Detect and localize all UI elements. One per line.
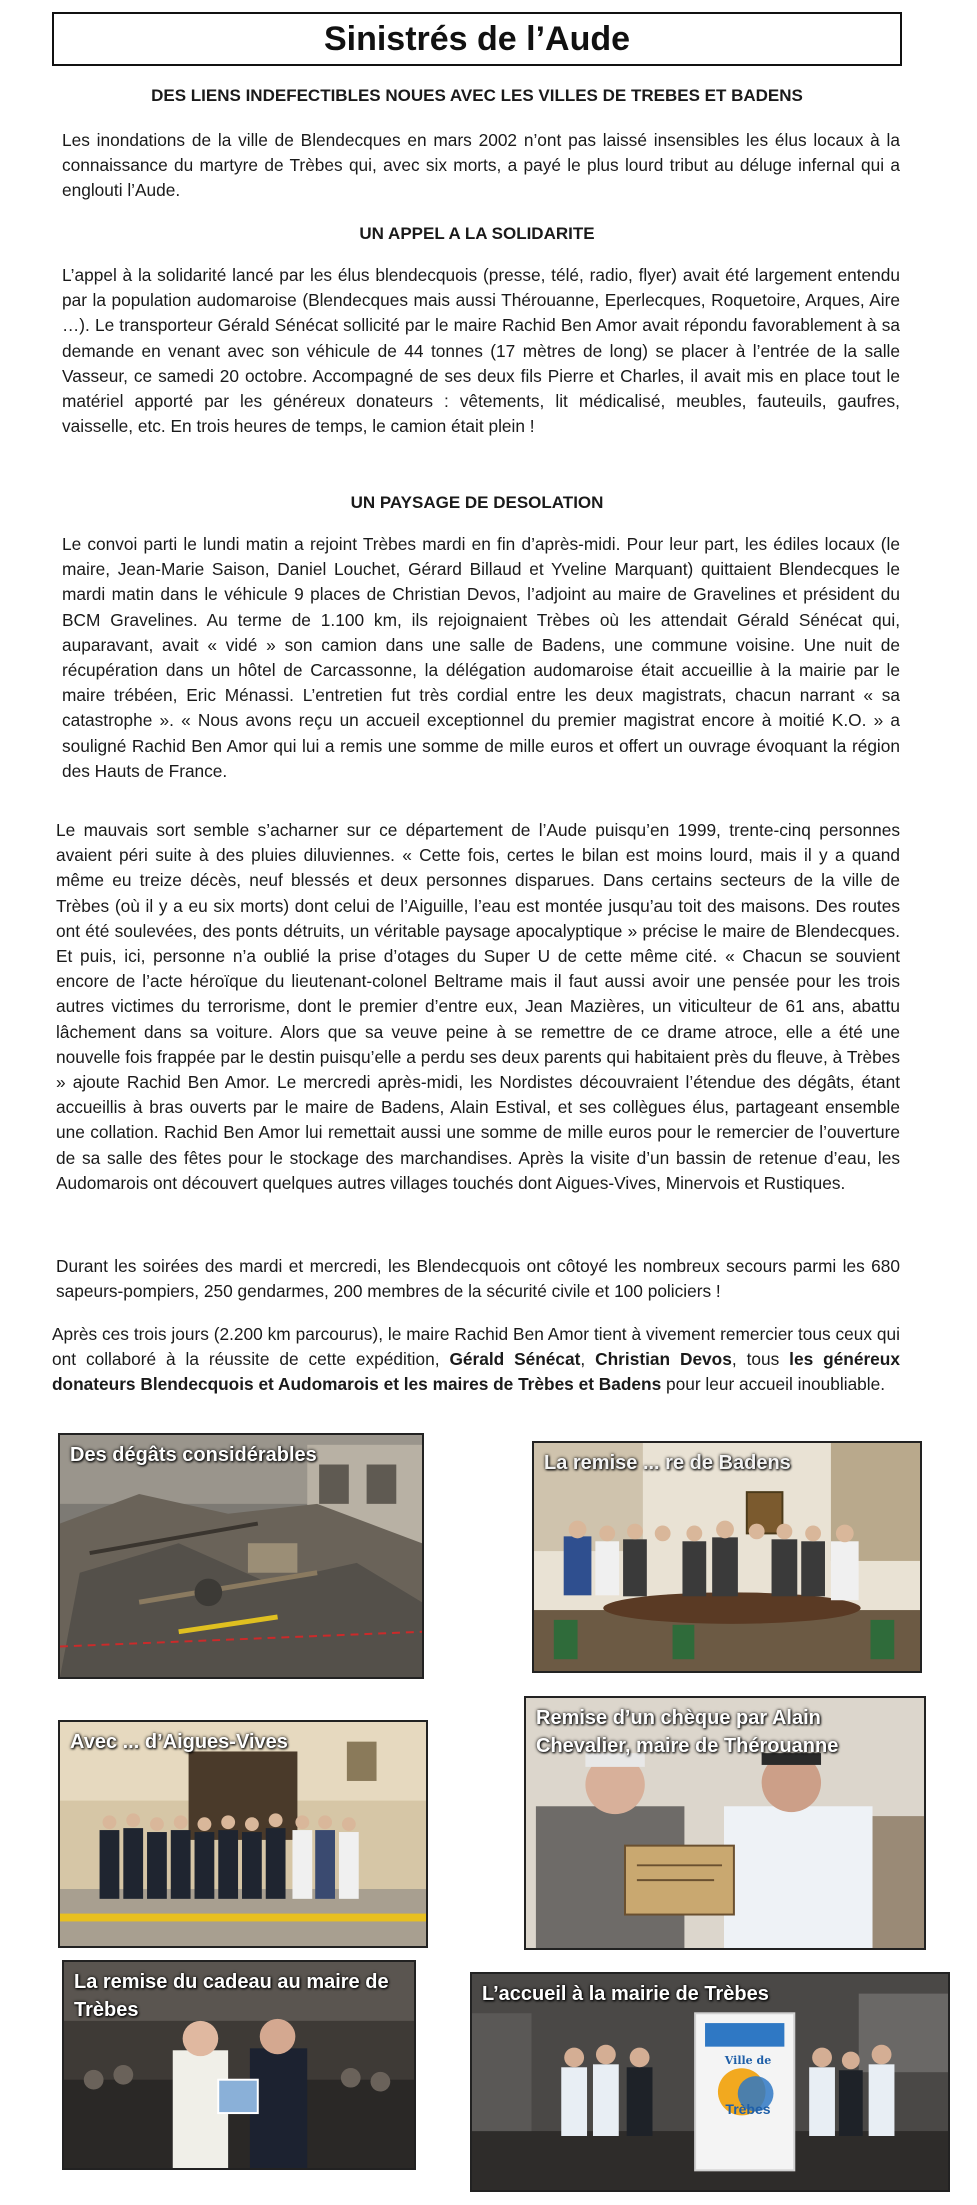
thanks-text: Après ces trois jours (2.200 km parcourus), le maire Rachid Ben Amor tient à vivement remercier tous ceux qui ont collaboré à la réussite de cette expédition, <box>52 1324 900 1370</box>
banner-small-text: Ville de <box>724 2054 772 2067</box>
photo-remise-badens-caption: La remise ... re de Badens <box>544 1452 791 1474</box>
banner-town-text: Trèbes <box>725 2101 771 2117</box>
photo-aigues-vives <box>58 1720 428 1948</box>
section-heading-desolation: UN PAYSAGE DE DESOLATION <box>350 493 604 512</box>
photo-remise-cheque <box>524 1696 926 1950</box>
thanks-text-end: pour leur accueil inoubliable. <box>661 1374 886 1395</box>
title-box <box>52 12 902 66</box>
headline: DES LIENS INDEFECTIBLES NOUES AVEC LES VILLES DE TREBES ET BADENS <box>151 86 803 105</box>
photo-aigues-vives-caption: Avec ... d’Aigues-Vives <box>70 1731 288 1753</box>
thanks-sep: , <box>580 1349 596 1370</box>
photo-accueil-mairie-caption: L’accueil à la mairie de Trèbes <box>482 1983 769 2005</box>
photo-remise-cadeau-caption: La remise du cadeau au maire de Trèbes <box>74 1971 389 2021</box>
intro-paragraph: Les inondations de la ville de Blendecques en mars 2002 n’ont pas laissé insensibles les élus locaux à la connaissance du martyre de Trèbes qui, avec six morts, a payé le plus lourd tribut au déluge infernal qui a englouti l’Aude. <box>62 130 900 201</box>
desolation-paragraph-1: Le convoi parti le lundi matin a rejoint Trèbes mardi en fin d’après-midi. Pour leur part, les édiles locaux (le maire, Jean-Marie Saison, Daniel Louchet, Gérard Billaud et Yveline Marquant) quittaient Blendecques le mardi matin dans le véhicule 9 places de Christian Devos, l’adjoint au maire de Gravelines et président du BCM Gravelines. Au terme de 1.100 km, ils rejoignaient Trèbes où les attendait Gérald Sénécat qui, auparavant, avait « vidé » son camion dans une salle de Badens, une commune voisine. Une nuit de récupération dans un hôtel de Carcassonne, la délégation audomaroise était accueillie à la mairie par le maire trébéen, Eric Ménassi. L’entretien fut très cordial entre les deux magistrats, chacun narrant « sa catastrophe ». « Nous avons reçu un accueil exceptionnel du premier magistrat encore à moitié K.O. » a souligné Rachid Ben Amor qui lui a remis une somme de mille euros et offert un ouvrage évoquant la région des Hauts de France. <box>62 534 900 781</box>
photo-accueil-mairie <box>470 1972 950 2192</box>
photo-remise-cadeau <box>62 1960 416 2170</box>
photo-degats <box>58 1433 424 1679</box>
solidarite-paragraph: L’appel à la solidarité lancé par les élus blendecquois (presse, télé, radio, flyer) avait été largement entendu par la population audomaroise (Blendecques mais aussi Thérouanne, Eperlecques, Roquetoire, Arques, Aire …). Le transporteur Gérald Sénécat sollicité par le maire Rachid Ben Amor avait répondu favorablement à sa demande en venant avec son véhicule de 44 tonnes (17 mètres de long) se placer à l’entrée de la salle Vasseur, ce samedi 20 octobre. Accompagné de ses deux fils Pierre et Charles, il avait mis en place tout le matériel apporté par les généreux donateurs : vêtements, lit médicalisé, meubles, fauteuils, gaufres, vaisselle, etc. En trois heures de temps, le camion était plein ! <box>62 265 900 437</box>
thanks-name-senecat: Gérald Sénécat <box>449 1349 581 1370</box>
section-heading-solidarite: UN APPEL A LA SOLIDARITE <box>359 224 595 243</box>
thanks-name-devos: Christian Devos <box>595 1349 732 1370</box>
photo-degats-caption: Des dégâts considérables <box>70 1444 317 1466</box>
photo-remise-cheque-caption: Remise d’un chèque par Alain Chevalier, maire de Thérouanne <box>536 1707 839 1757</box>
meeting-room-image <box>534 1443 920 1671</box>
thanks-text-mid: , tous <box>731 1349 790 1370</box>
desolation-paragraph-2: Le mauvais sort semble s’acharner sur ce département de l’Aude puisqu’en 1999, trente-cinq personnes avaient péri suite à des pluies diluviennes. « Cette fois, certes le bilan est moins lourd, mais il y a quand même eu treize décès, neuf blessés et deux personnes disparues. Dans certains secteurs de la ville de Trèbes (où il y a eu six morts) dont celui de l’Aiguille, l’eau est montée jusqu’au toit des maisons. Des routes ont été soulevées, des ponts détruits, un véritable paysage apocalyptique » précise le maire de Blendecques. Et puis, ici, personne n’a oublié la prise d’otages du Super U de cette même cité. « Chacun se souvient encore de l’acte héroïque du lieutenant-colonel Beltrame mais il faut aussi avoir une pensée pour les trois autres victimes du terrorisme, dont le premier d’entre eux, Jean Mazières, un viticulteur de 61 ans, abattu lâchement dans sa voiture. Alors que sa veuve peine à se remettre de ce drame atroce, elle a été une nouvelle fois frappée par le destin puisqu’elle a perdu ses deux parents qui habitaient près du fleuve, à Trèbes » ajoute Rachid Ben Amor. Le mercredi après-midi, les Nordistes découvraient l’étendue des dégâts, étant accueillis à bras ouverts par le maire de Badens, Alain Estival, et ses collègues élus, partageant ensemble une collation. Rachid Ben Amor lui remettait aussi une somme de mille euros pour le remercier de l’ouverture de sa salle des fêtes pour le stockage des marchandises. Après la visite d’un bassin de retenue d’eau, les Audomarois ont découvert quelques autres villages touchés dont Aigues-Vives, Minervois et Rustiques. <box>56 820 900 1193</box>
remerciements-paragraph <box>52 1322 900 1398</box>
debris-image <box>60 1435 422 1677</box>
secours-paragraph: Durant les soirées des mardi et mercredi, les Blendecquois ont côtoyé les nombreux secours parmi les 680 sapeurs-pompiers, 250 gendarmes, 200 membres de la sécurité civile et 100 policiers ! <box>56 1256 900 1302</box>
photo-remise-badens <box>532 1441 922 1673</box>
trebes-banner <box>708 2054 788 2117</box>
thanks-donateurs: les généreux donateurs Blendecquois et Audomarois et les maires de Trèbes et Badens <box>52 1349 900 1395</box>
page-title: Sinistrés de l’Aude <box>323 19 631 58</box>
